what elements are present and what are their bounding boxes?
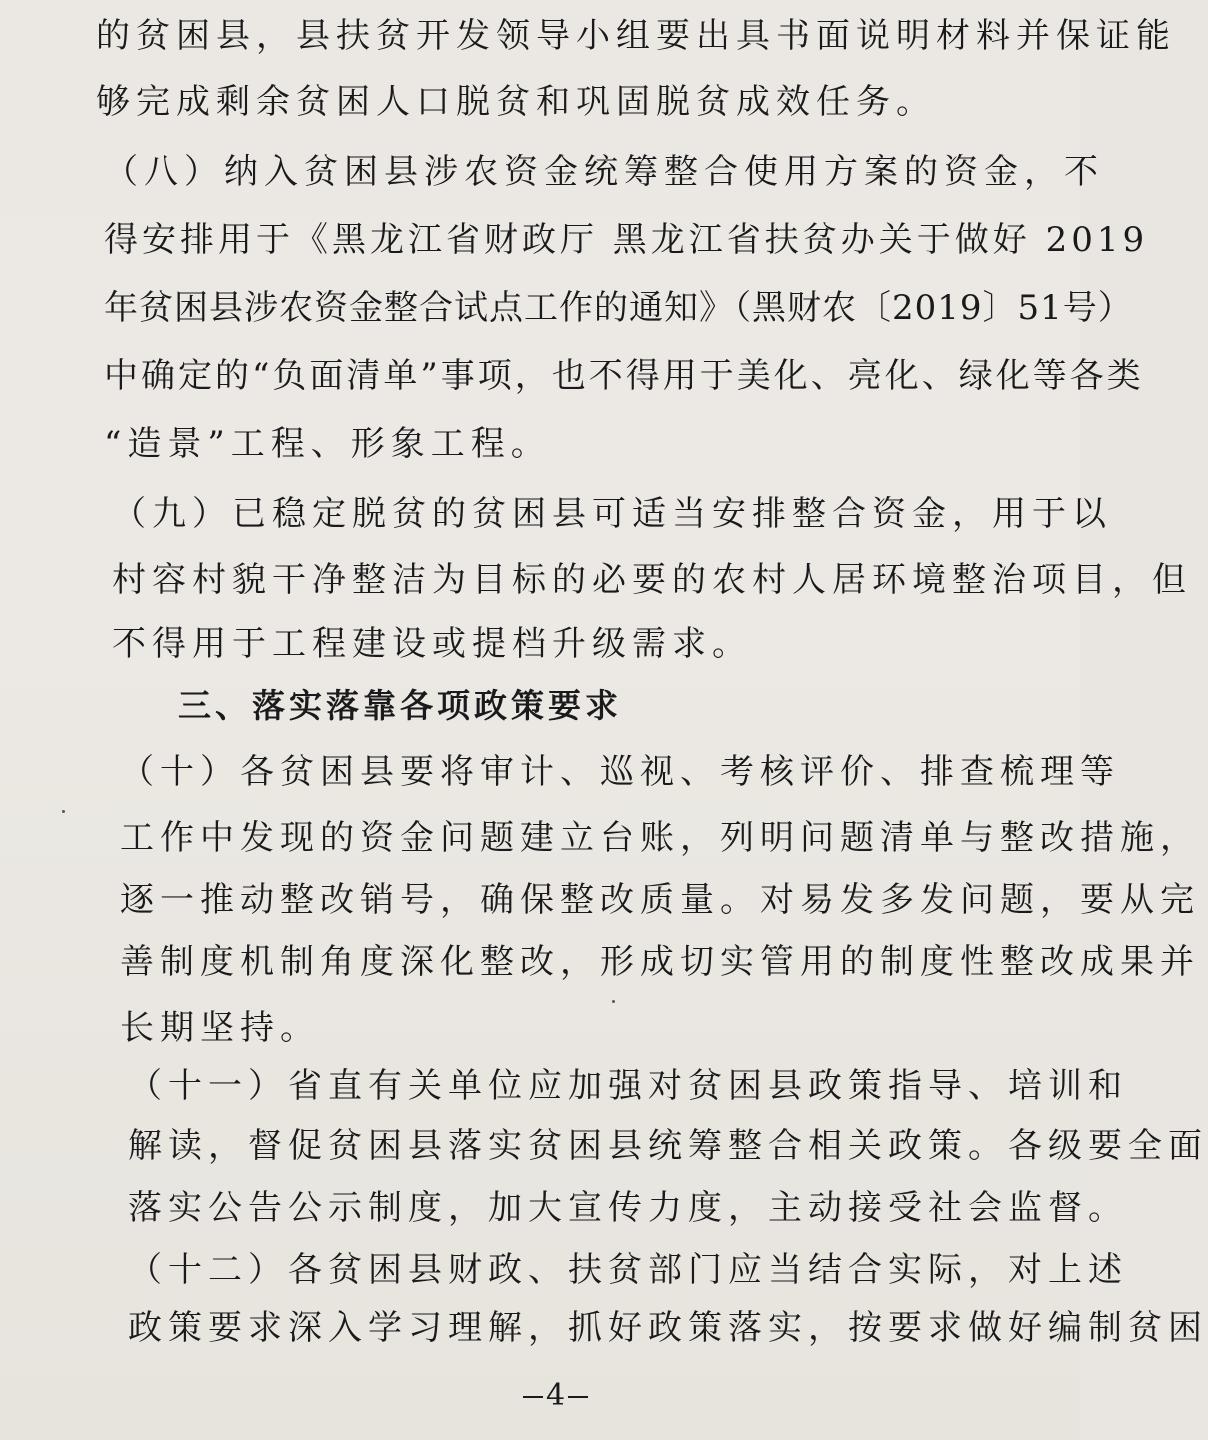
page-number-value: 4 xyxy=(546,1378,566,1413)
paragraph-11-line-3: 落实公告公示制度，加大宣传力度，主动接受社会监督。 xyxy=(128,1188,1128,1228)
section-heading-3: 三、落实落靠各项政策要求 xyxy=(178,686,622,725)
page-number xyxy=(520,1378,591,1414)
paragraph-10-line-4: 善制度机制角度深化整改，形成切实管用的制度性整改成果并 xyxy=(120,942,1200,982)
paragraph-10-line-5: 长期坚持。 xyxy=(120,1008,320,1048)
page-number-dash-left xyxy=(523,1396,543,1398)
paragraph-12-line-1: （十二）各贫困县财政、扶贫部门应当结合实际，对上述 xyxy=(128,1250,1128,1290)
text-line-1: 的贫困县，县扶贫开发领导小组要出具书面说明材料并保证能 xyxy=(96,16,1176,56)
paragraph-8-line-4: 中确定的“负面清单”事项，也不得用于美化、亮化、绿化等各类 xyxy=(104,356,1144,396)
paragraph-8-line-2: 得安排用于《黑龙江省财政厅 黑龙江省扶贫办关于做好 2019 xyxy=(104,220,1149,260)
paragraph-10-line-2: 工作中发现的资金问题建立台账，列明问题清单与整改措施， xyxy=(120,818,1200,858)
paragraph-11-line-2: 解读，督促贫困县落实贫困县统筹整合相关政策。各级要全面 xyxy=(128,1126,1208,1166)
paragraph-9-line-3: 不得用于工程建设或提档升级需求。 xyxy=(112,624,752,664)
page-number-dash-right xyxy=(568,1396,588,1398)
paragraph-9-line-1: （九）已稳定脱贫的贫困县可适当安排整合资金，用于以 xyxy=(112,494,1112,534)
paragraph-11-line-1: （十一）省直有关单位应加强对贫困县政策指导、培训和 xyxy=(128,1066,1128,1106)
paragraph-8-line-1: （八）纳入贫困县涉农资金统筹整合使用方案的资金，不 xyxy=(104,152,1104,192)
paragraph-8-line-5: “造景”工程、形象工程。 xyxy=(104,424,551,464)
paper-speck xyxy=(612,1000,615,1003)
paragraph-10-line-1: （十）各贫困县要将审计、巡视、考核评价、排查梳理等 xyxy=(120,752,1120,792)
paragraph-8-line-3: 年贫困县涉农资金整合试点工作的通知》（黑财农〔2019〕51号） xyxy=(104,288,1133,328)
paragraph-10-line-3: 逐一推动整改销号，确保整改质量。对易发多发问题，要从完 xyxy=(120,880,1200,920)
paper-speck xyxy=(62,810,65,813)
paragraph-12-line-2: 政策要求深入学习理解，抓好政策落实，按要求做好编制贫困 xyxy=(128,1308,1208,1348)
paragraph-9-line-2: 村容村貌干净整洁为目标的必要的农村人居环境整治项目，但 xyxy=(112,560,1192,600)
text-line-2: 够完成剩余贫困人口脱贫和巩固脱贫成效任务。 xyxy=(96,82,936,122)
